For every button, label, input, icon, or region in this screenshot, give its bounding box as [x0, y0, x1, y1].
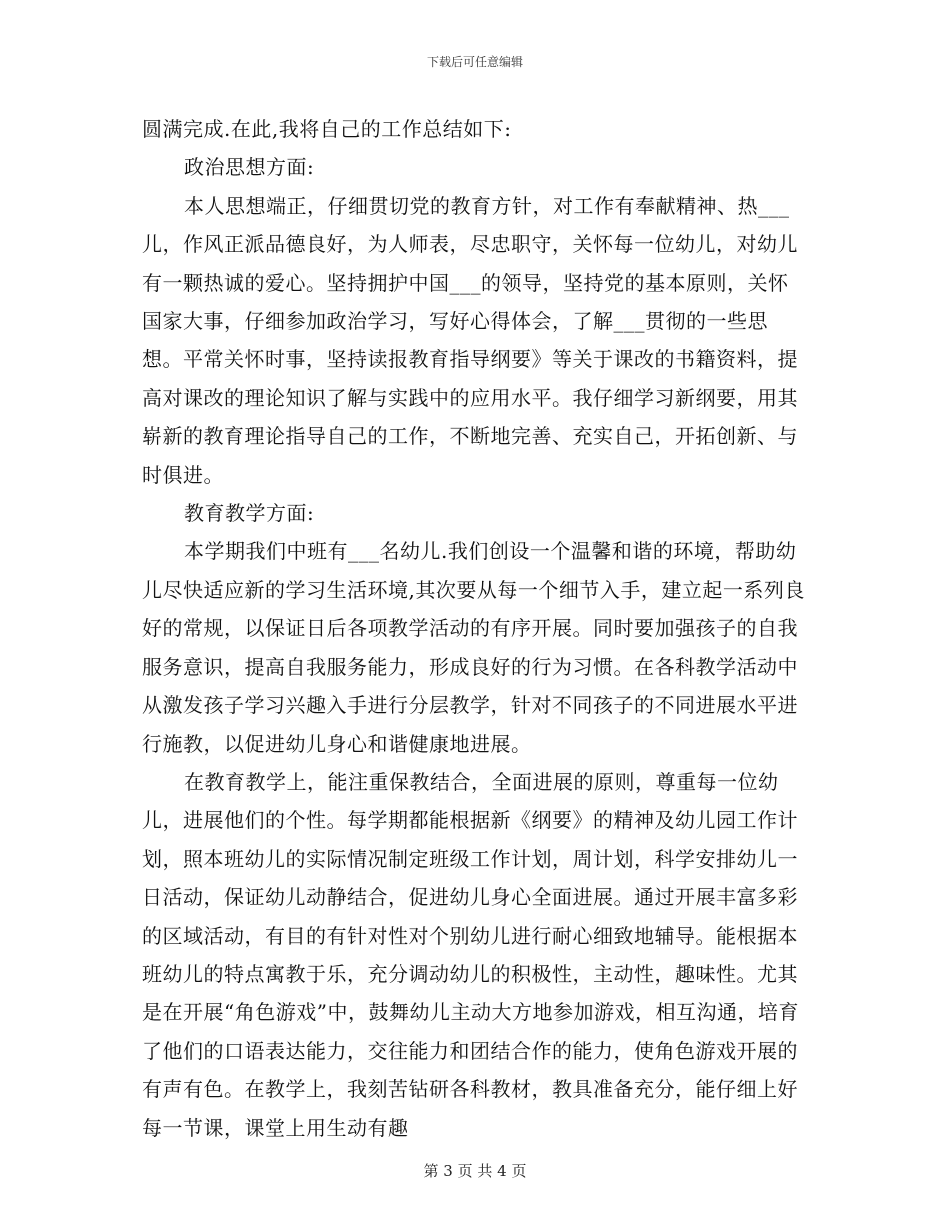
paragraph-political: 本人思想端正，仔细贯切党的教育方针，对工作有奉献精神、热___儿，作风正派品德良好，为人师表，尽忠职守，关怀每一位幼儿，对幼儿有一颗热诚的爱心。坚持拥护中国___的领导，坚持党的基本原则，关怀国家大事，仔细参加政治学习，写好心得体会，了解___贯彻的一些思想。平常关怀时事，坚持读报教育指导纲要》等关于课改的书籍资料，提高对课改的理论知识了解与实践中的应用水平。我仔细学习新纲要，用其崭新的教育理论指导自己的工作，不断地完善、充实自己，开拓创新、与时俱进。	[142, 193, 798, 487]
section-heading-political: 政治思想方面:	[184, 155, 315, 180]
page-number: 第 3 页 共 4 页	[423, 1162, 527, 1180]
paragraph-class-environment: 本学期我们中班有___名幼儿.我们创设一个温馨和谐的环境，帮助幼儿尽快适应新的学习生活环境,其次要从每一个细节入手，建立起一系列良好的常规，以保证日后各项教学活动的有序开展。同时要加强孩子的自我服务意识，提高自我服务能力，形成良好的行为习惯。在各科教学活动中从激发孩子学习兴趣入手进行分层教学，针对不同孩子的不同进展水平进行施教，以促进幼儿身心和谐健康地进展。	[142, 539, 805, 756]
page-header-note: 下载后可任意编辑	[426, 55, 523, 69]
paragraph-intro-line: 圆满完成.在此,我将自己的工作总结如下:	[142, 117, 512, 141]
paragraph-teaching-practice: 在教育教学上，能注重保教结合，全面进展的原则，尊重每一位幼儿，进展他们的个性。每学期都能根据新《纲要》的精神及幼儿园工作计划，照本班幼儿的实际情况制定班级工作计划，周计划，科学安排幼儿一日活动，保证幼儿动静结合，促进幼儿身心全面进展。通过开展丰富多彩的区域活动，有目的有针对性对个别幼儿进行耐心细致地辅导。能根据本班幼儿的特点寓教于乐，充分调动幼儿的积极性，主动性，趣味性。尤其是在开展“角色游戏”中，鼓舞幼儿主动大方地参加游戏，相互沟通，培育了他们的口语表达能力，交往能力和团结合作的能力，使角色游戏开展的有声有色。在教学上，我刻苦钻研各科教材，教具准备充分，能仔细上好每一节课，课堂上用生动有趣	[142, 769, 799, 1140]
section-heading-teaching: 教育教学方面:	[184, 501, 315, 526]
document-body	[142, 110, 807, 1147]
